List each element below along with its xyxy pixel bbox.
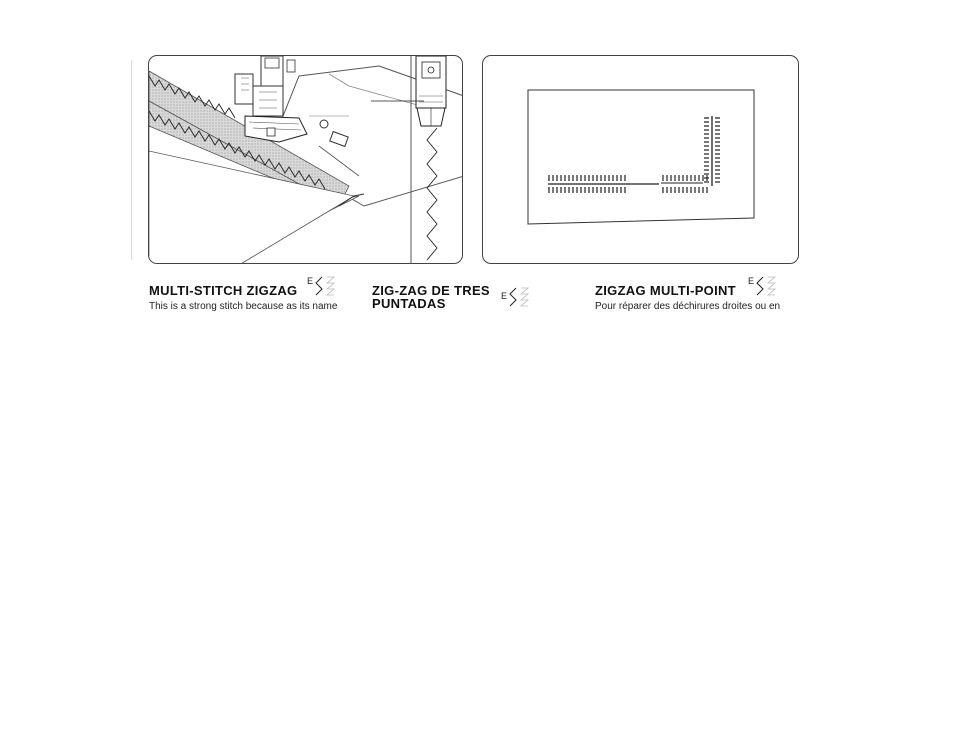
sewing-illustration-panel [148, 55, 463, 264]
stitch-selector-es [501, 286, 531, 308]
stitch-selector-fr [748, 275, 778, 297]
multi-stitch-zigzag-icon [314, 275, 336, 297]
multi-stitch-zigzag-icon [508, 286, 530, 308]
sewing-machine-presser-foot-illustration [149, 56, 463, 264]
stitch-letter-es: E [501, 291, 508, 301]
stitch-letter-en: E [307, 276, 314, 286]
section-body-fr: Pour réparer des déchirures droites ou en [595, 301, 781, 312]
section-body-en: This is a strong stitch because as its name [149, 301, 338, 312]
section-heading-es: ZIG-ZAG DE TRES PUNTADAS [372, 283, 490, 311]
multi-stitch-zigzag-icon [755, 275, 777, 297]
section-heading-fr: ZIGZAG MULTI-POINT [595, 283, 736, 298]
mended-tear-fabric-illustration [483, 56, 799, 264]
page-margin-mark [131, 60, 132, 260]
stitch-letter-fr: E [748, 276, 755, 286]
stitch-selector-en [307, 275, 337, 297]
mending-result-panel [482, 55, 799, 264]
section-heading-en: MULTI-STITCH ZIGZAG [149, 283, 298, 298]
